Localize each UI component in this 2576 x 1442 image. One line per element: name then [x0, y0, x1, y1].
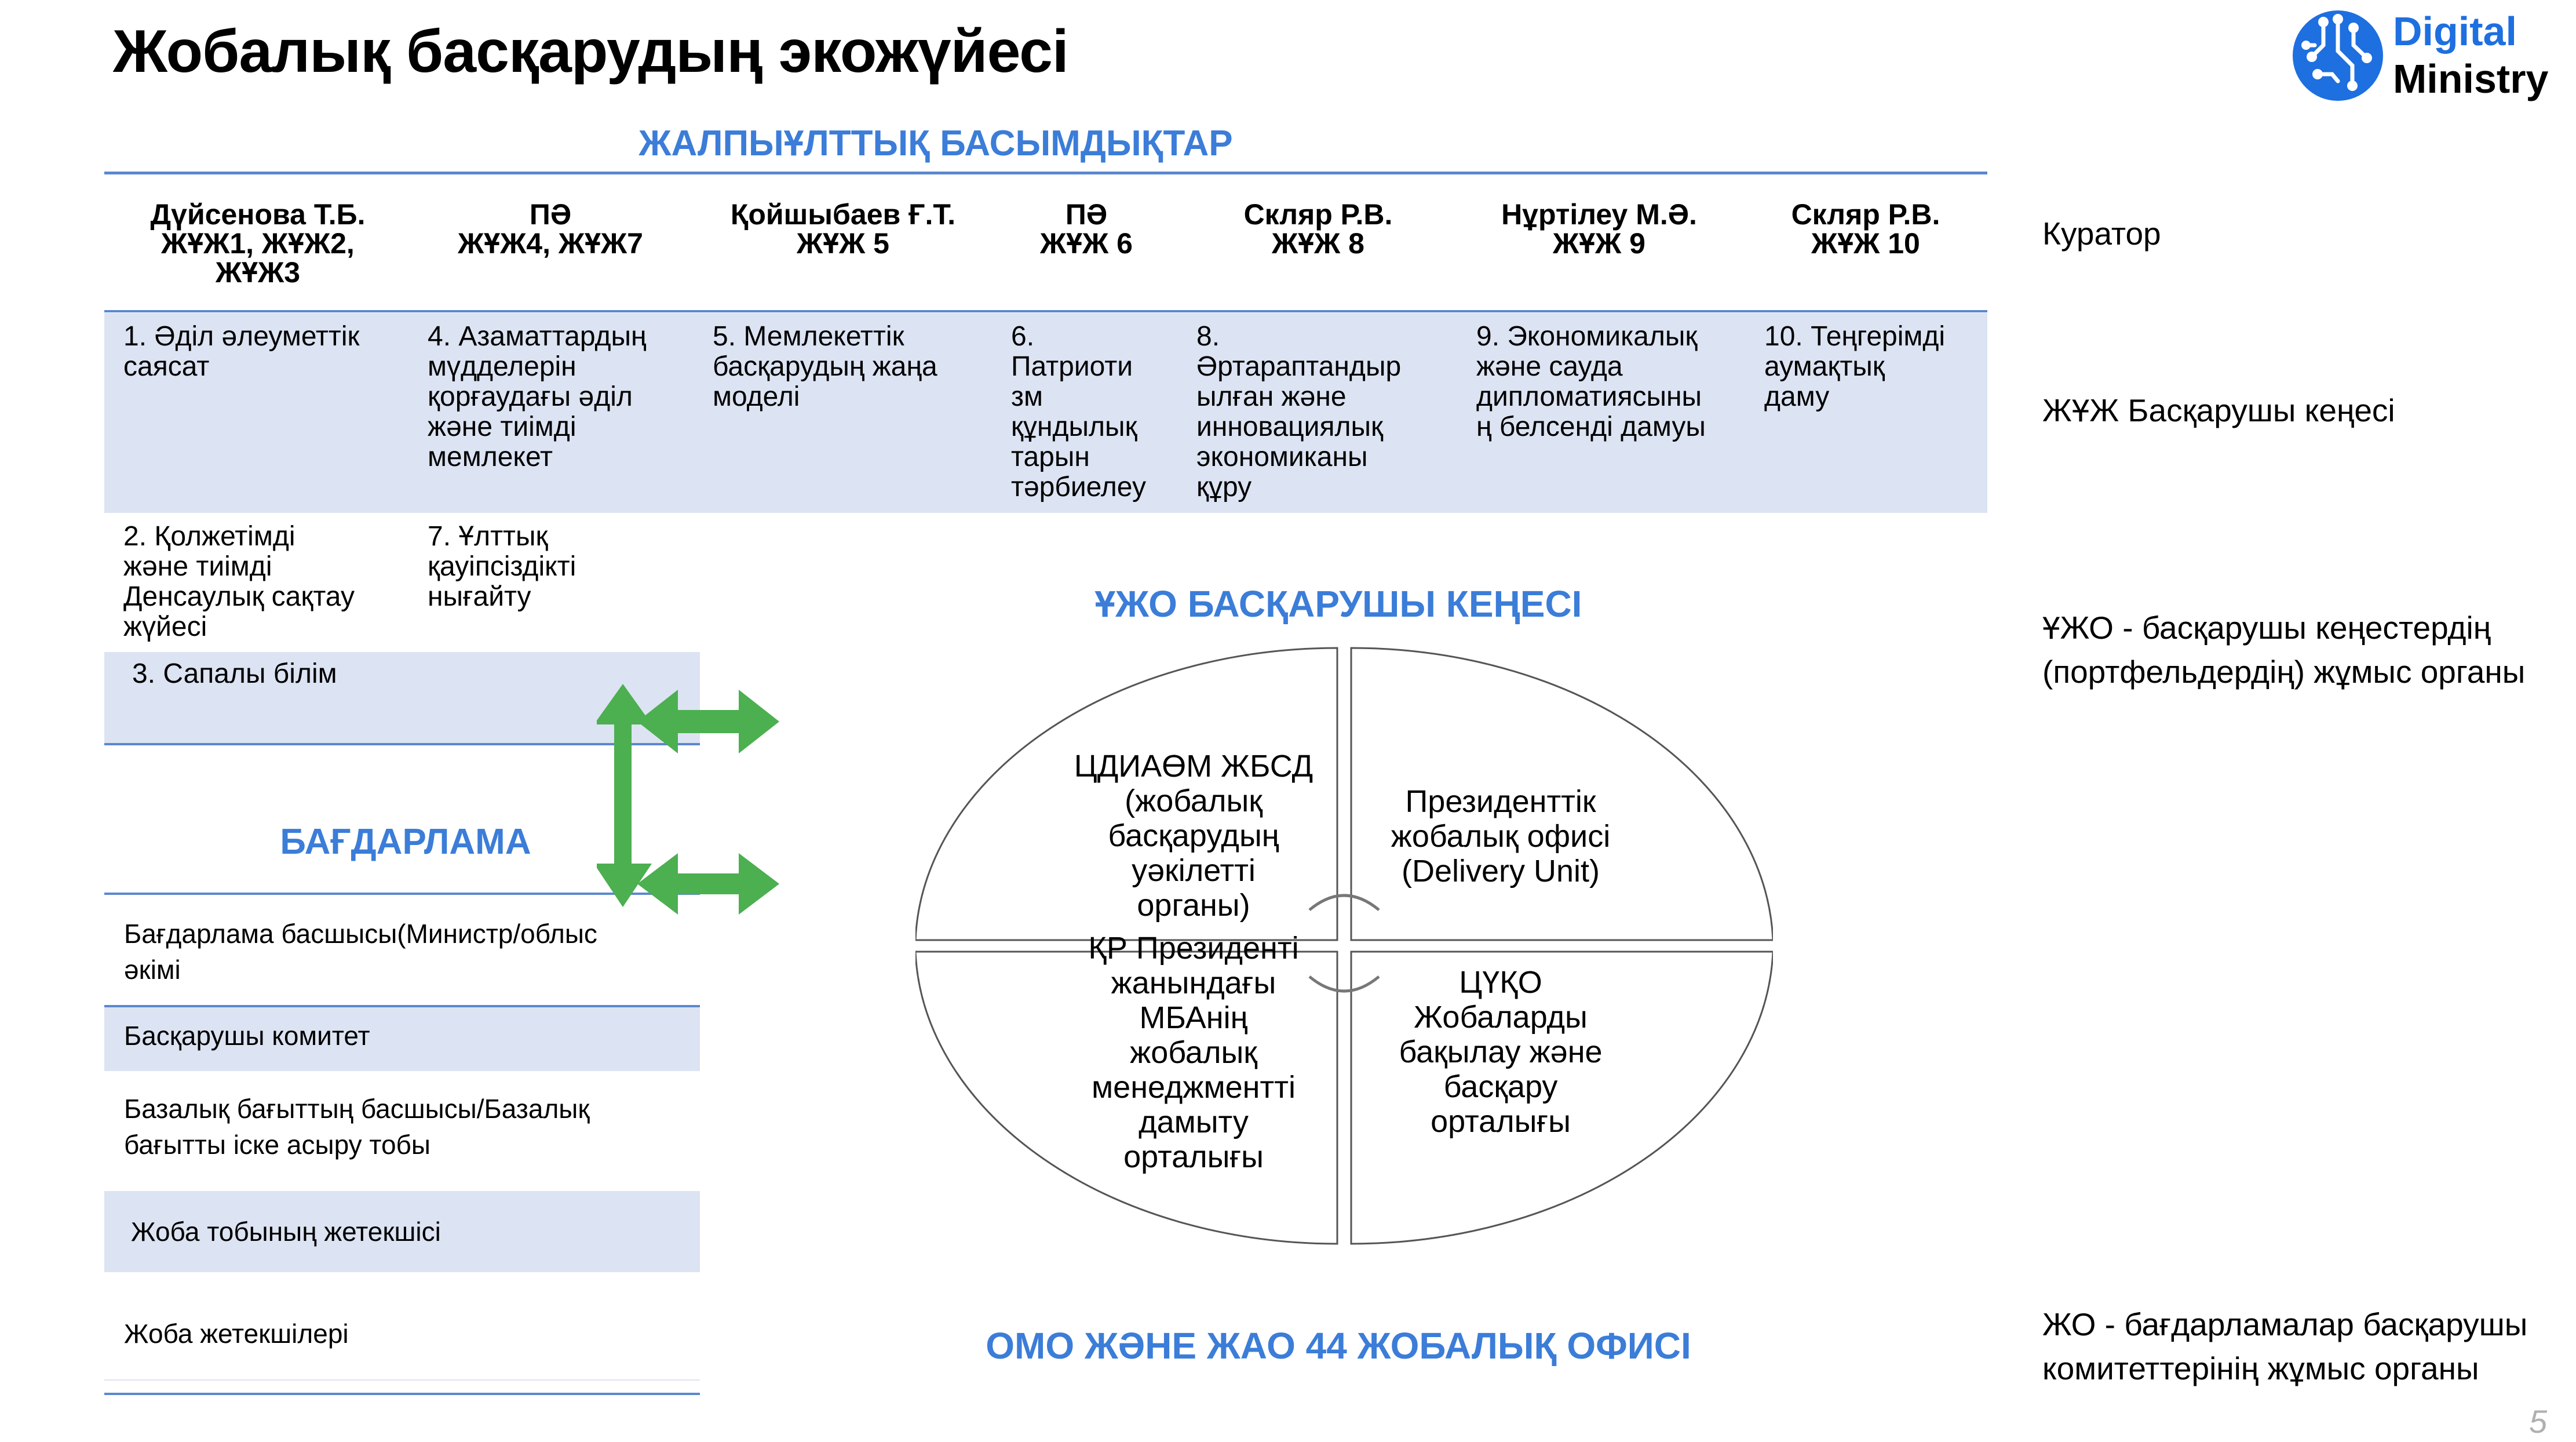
priorities-top-rule — [104, 310, 1987, 312]
program-heading: БАҒДАРЛАМА — [280, 822, 531, 862]
national-priorities-heading: ЖАЛПЫҰЛТТЫҚ БАСЫМДЫҚТАР — [638, 123, 1233, 163]
side-label-curator: Куратор — [2042, 216, 2161, 252]
green-connector-arrows — [597, 684, 788, 922]
side-label-office: ЖО - бағдарламалар басқарушы комитеттерінің жұмыс органы — [2042, 1306, 2528, 1386]
column-head-2: ПӘ ЖҰЖ4, ЖҰЖ7 — [458, 198, 643, 260]
column-head-4: ПӘ ЖҰЖ 6 — [1040, 198, 1133, 260]
page-title: Жобалық басқарудың экожүйесі — [113, 18, 1068, 85]
priority-3: 3. Сапалы білім — [132, 658, 337, 689]
program-row-5-rule — [104, 1379, 700, 1381]
column-head-3: Қойшыбаев Ғ.Т. ЖҰЖ 5 — [730, 198, 956, 260]
program-row-3: Базалық бағыттың басшысы/Базалық бағытты іске асыру тобы — [124, 1094, 590, 1160]
priority-6: 6. Патриоти зм құндылық тарын тәрбиелеу — [1011, 321, 1146, 502]
council-ellipse-diagram — [915, 638, 1773, 1258]
quadrant-top-left-text: ЦДИАӨМ ЖБСД (жобалық басқарудың уәкілетті органы) — [1074, 749, 1313, 923]
circuit-globe-icon — [2289, 5, 2387, 103]
priority-7: 7. Ұлттық қауіпсіздікті нығайту — [428, 521, 577, 612]
quadrant-bottom-right-text: ЦҮҚО Жобаларды бақылау және басқару орталығы — [1399, 965, 1603, 1139]
priority-5: 5. Мемлекеттік басқарудың жаңа моделі — [713, 321, 937, 412]
program-row-5: Жоба жетекшілері — [124, 1319, 349, 1349]
priority-9: 9. Экономикалық және сауда дипломатиясыны ң белсенді дамуы — [1476, 321, 1706, 442]
side-label-council: ҰЖО - басқарушы кеңестердің (портфельдердің) жұмыс органы — [2042, 610, 2526, 690]
top-horizontal-arrow — [637, 690, 779, 753]
digital-ministry-logo — [2289, 5, 2567, 106]
logo-line1: Digital — [2393, 9, 2517, 54]
column-head-6: Нұртілеу М.Ә. ЖҰЖ 9 — [1501, 198, 1697, 260]
program-row-2: Басқарушы комитет — [124, 1021, 370, 1051]
page-number: 5 — [2529, 1403, 2548, 1440]
project-office-heading: ОМО ЖӘНЕ ЖАО 44 ЖОБАЛЫҚ ОФИСІ — [986, 1325, 1691, 1367]
logo-line2: Ministry — [2393, 56, 2549, 101]
column-head-5: Скляр Р.В. ЖҰЖ 8 — [1243, 198, 1393, 260]
priority-8: 8. Әртараптандыр ылған және инновациялық экономиканы құру — [1196, 321, 1402, 502]
program-row-4: Жоба тобының жетекшісі — [131, 1217, 441, 1247]
program-row-1: Бағдарлама басшысы(Министр/облыс әкімі — [124, 919, 597, 985]
program-bottom-rule — [104, 1393, 700, 1395]
quadrant-top-right-text: Президенттік жобалық офисі (Delivery Unit) — [1391, 784, 1611, 888]
priority-4: 4. Азаматтардың мүдделерін қорғаудағы әділ және тиімді мемлекет — [428, 321, 647, 472]
priority-2: 2. Қолжетімді және тиімді Денсаулық сақтау жүйесі — [123, 521, 355, 642]
bottom-horizontal-arrow — [637, 853, 779, 915]
priority-1: 1. Әділ әлеуметтік саясат — [123, 321, 360, 382]
column-head-7: Скляр Р.В. ЖҰЖ 10 — [1791, 198, 1940, 260]
priority-10: 10. Теңгерімді аумақтық даму — [1764, 321, 1946, 412]
header-rule — [104, 172, 1987, 174]
council-heading: ҰЖО БАСҚАРУШЫ КЕҢЕСІ — [1094, 583, 1582, 625]
column-head-1: Дүйсенова Т.Б. ЖҰЖ1, ЖҰЖ2, ЖҰЖ3 — [150, 198, 366, 289]
side-label-board: ЖҰЖ Басқарушы кеңесі — [2042, 392, 2395, 428]
quadrant-bottom-left-text: ҚР Президенті жанындағы МБАнің жобалық менеджментті дамыту орталығы — [1088, 931, 1299, 1174]
